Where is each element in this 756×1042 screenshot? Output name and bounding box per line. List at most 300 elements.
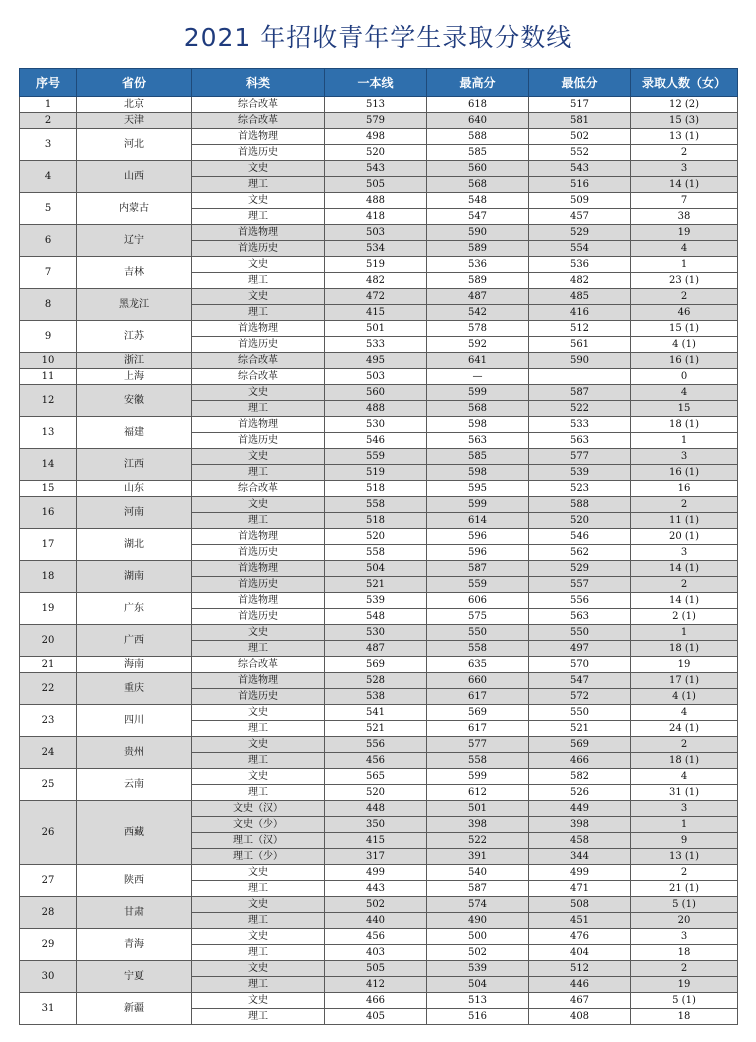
cell-max-score: 550 bbox=[427, 625, 529, 641]
table-row bbox=[20, 417, 738, 433]
cell-seq: 25 bbox=[20, 769, 77, 801]
cell-max-score: 568 bbox=[427, 177, 529, 193]
cell-admitted-count: 3 bbox=[631, 161, 738, 177]
cell-max-score: 575 bbox=[427, 609, 529, 625]
cell-category: 文史 bbox=[192, 497, 325, 513]
cell-seq: 24 bbox=[20, 737, 77, 769]
cell-max-score: 596 bbox=[427, 545, 529, 561]
cell-category: 理工 bbox=[192, 721, 325, 737]
cell-min-score: 404 bbox=[529, 945, 631, 961]
cell-max-score: 502 bbox=[427, 945, 529, 961]
cell-max-score: 522 bbox=[427, 833, 529, 849]
cell-min-score: 520 bbox=[529, 513, 631, 529]
table-row bbox=[20, 657, 738, 673]
cell-province: 天津 bbox=[77, 113, 192, 129]
cell-category: 理工 bbox=[192, 913, 325, 929]
cell-category: 首选历史 bbox=[192, 545, 325, 561]
cell-first-tier-line: 541 bbox=[325, 705, 427, 721]
cell-admitted-count: 4 (1) bbox=[631, 689, 738, 705]
table-row bbox=[20, 129, 738, 145]
cell-category: 文史 bbox=[192, 449, 325, 465]
cell-max-score: 589 bbox=[427, 241, 529, 257]
cell-category: 综合改革 bbox=[192, 657, 325, 673]
cell-first-tier-line: 498 bbox=[325, 129, 427, 145]
cell-province: 福建 bbox=[77, 417, 192, 449]
cell-max-score: 614 bbox=[427, 513, 529, 529]
cell-first-tier-line: 558 bbox=[325, 545, 427, 561]
cell-max-score: 635 bbox=[427, 657, 529, 673]
cell-province: 甘肃 bbox=[77, 897, 192, 929]
cell-category: 文史（汉） bbox=[192, 801, 325, 817]
cell-seq: 1 bbox=[20, 97, 77, 113]
cell-max-score: 577 bbox=[427, 737, 529, 753]
cell-min-score: 561 bbox=[529, 337, 631, 353]
cell-max-score: 490 bbox=[427, 913, 529, 929]
cell-province: 西藏 bbox=[77, 801, 192, 865]
cell-first-tier-line: 456 bbox=[325, 929, 427, 945]
cell-seq: 3 bbox=[20, 129, 77, 161]
cell-first-tier-line: 579 bbox=[325, 113, 427, 129]
cell-admitted-count: 0 bbox=[631, 369, 738, 385]
cell-category: 理工 bbox=[192, 945, 325, 961]
cell-max-score: 563 bbox=[427, 433, 529, 449]
cell-category: 文史 bbox=[192, 737, 325, 753]
cell-first-tier-line: 534 bbox=[325, 241, 427, 257]
cell-category: 理工 bbox=[192, 273, 325, 289]
header-province: 省份 bbox=[77, 69, 192, 97]
cell-max-score: 540 bbox=[427, 865, 529, 881]
cell-admitted-count: 18 (1) bbox=[631, 753, 738, 769]
cell-province: 山西 bbox=[77, 161, 192, 193]
cell-max-score: 585 bbox=[427, 449, 529, 465]
cell-min-score: 476 bbox=[529, 929, 631, 945]
cell-min-score: 408 bbox=[529, 1009, 631, 1025]
cell-seq: 17 bbox=[20, 529, 77, 561]
cell-admitted-count: 46 bbox=[631, 305, 738, 321]
cell-min-score: 587 bbox=[529, 385, 631, 401]
cell-min-score: 502 bbox=[529, 129, 631, 145]
cell-min-score: 533 bbox=[529, 417, 631, 433]
cell-category: 文史 bbox=[192, 193, 325, 209]
cell-first-tier-line: 443 bbox=[325, 881, 427, 897]
cell-min-score: 523 bbox=[529, 481, 631, 497]
cell-province: 新疆 bbox=[77, 993, 192, 1025]
cell-seq: 26 bbox=[20, 801, 77, 865]
table-row bbox=[20, 961, 738, 977]
cell-max-score: 598 bbox=[427, 417, 529, 433]
cell-first-tier-line: 504 bbox=[325, 561, 427, 577]
page-title: 2021 年招收青年学生录取分数线 bbox=[183, 23, 573, 52]
cell-max-score: 569 bbox=[427, 705, 529, 721]
cell-min-score: 344 bbox=[529, 849, 631, 865]
cell-category: 综合改革 bbox=[192, 97, 325, 113]
cell-first-tier-line: 482 bbox=[325, 273, 427, 289]
cell-admitted-count: 2 bbox=[631, 737, 738, 753]
cell-first-tier-line: 403 bbox=[325, 945, 427, 961]
cell-admitted-count: 2 bbox=[631, 497, 738, 513]
cell-admitted-count: 20 bbox=[631, 913, 738, 929]
cell-category: 首选物理 bbox=[192, 593, 325, 609]
cell-admitted-count: 2 bbox=[631, 865, 738, 881]
cell-max-score: 501 bbox=[427, 801, 529, 817]
cell-max-score: 606 bbox=[427, 593, 529, 609]
table-row bbox=[20, 897, 738, 913]
cell-admitted-count: 5 (1) bbox=[631, 897, 738, 913]
cell-first-tier-line: 519 bbox=[325, 465, 427, 481]
cell-admitted-count: 2 (1) bbox=[631, 609, 738, 625]
cell-first-tier-line: 528 bbox=[325, 673, 427, 689]
cell-max-score: 612 bbox=[427, 785, 529, 801]
cell-first-tier-line: 488 bbox=[325, 401, 427, 417]
cell-first-tier-line: 418 bbox=[325, 209, 427, 225]
cell-first-tier-line: 556 bbox=[325, 737, 427, 753]
cell-first-tier-line: 502 bbox=[325, 897, 427, 913]
cell-category: 理工 bbox=[192, 881, 325, 897]
cell-min-score: 590 bbox=[529, 353, 631, 369]
cell-min-score: 570 bbox=[529, 657, 631, 673]
cell-max-score: 574 bbox=[427, 897, 529, 913]
cell-seq: 27 bbox=[20, 865, 77, 897]
cell-max-score: 559 bbox=[427, 577, 529, 593]
cell-min-score: 543 bbox=[529, 161, 631, 177]
cell-seq: 23 bbox=[20, 705, 77, 737]
cell-min-score: 526 bbox=[529, 785, 631, 801]
cell-admitted-count: 4 bbox=[631, 769, 738, 785]
table-row bbox=[20, 561, 738, 577]
cell-province: 黑龙江 bbox=[77, 289, 192, 321]
cell-first-tier-line: 350 bbox=[325, 817, 427, 833]
cell-first-tier-line: 521 bbox=[325, 577, 427, 593]
cell-min-score: 581 bbox=[529, 113, 631, 129]
cell-category: 综合改革 bbox=[192, 113, 325, 129]
cell-admitted-count: 2 bbox=[631, 577, 738, 593]
cell-min-score: 457 bbox=[529, 209, 631, 225]
cell-admitted-count: 4 bbox=[631, 241, 738, 257]
header-max-score: 最高分 bbox=[427, 69, 529, 97]
cell-max-score: 599 bbox=[427, 497, 529, 513]
table-row bbox=[20, 705, 738, 721]
cell-min-score: 482 bbox=[529, 273, 631, 289]
cell-admitted-count: 4 bbox=[631, 385, 738, 401]
cell-first-tier-line: 548 bbox=[325, 609, 427, 625]
cell-max-score: 516 bbox=[427, 1009, 529, 1025]
cell-max-score: 547 bbox=[427, 209, 529, 225]
cell-first-tier-line: 520 bbox=[325, 145, 427, 161]
cell-admitted-count: 19 bbox=[631, 657, 738, 673]
cell-admitted-count: 19 bbox=[631, 977, 738, 993]
cell-admitted-count: 16 (1) bbox=[631, 353, 738, 369]
cell-province: 江西 bbox=[77, 449, 192, 481]
cell-seq: 28 bbox=[20, 897, 77, 929]
cell-province: 北京 bbox=[77, 97, 192, 113]
cell-first-tier-line: 456 bbox=[325, 753, 427, 769]
cell-category: 理工（汉） bbox=[192, 833, 325, 849]
cell-seq: 9 bbox=[20, 321, 77, 353]
cell-category: 理工 bbox=[192, 753, 325, 769]
cell-seq: 29 bbox=[20, 929, 77, 961]
cell-province: 重庆 bbox=[77, 673, 192, 705]
cell-category: 理工 bbox=[192, 177, 325, 193]
table-row bbox=[20, 625, 738, 641]
header-category: 科类 bbox=[192, 69, 325, 97]
cell-province: 湖南 bbox=[77, 561, 192, 593]
table-row bbox=[20, 673, 738, 689]
cell-first-tier-line: 520 bbox=[325, 529, 427, 545]
cell-first-tier-line: 569 bbox=[325, 657, 427, 673]
cell-admitted-count: 3 bbox=[631, 545, 738, 561]
cell-province: 内蒙古 bbox=[77, 193, 192, 225]
cell-seq: 20 bbox=[20, 625, 77, 657]
table-header-row bbox=[20, 69, 738, 97]
cell-admitted-count: 7 bbox=[631, 193, 738, 209]
cell-first-tier-line: 539 bbox=[325, 593, 427, 609]
cell-seq: 31 bbox=[20, 993, 77, 1025]
cell-seq: 16 bbox=[20, 497, 77, 529]
cell-max-score: 487 bbox=[427, 289, 529, 305]
cell-min-score: 446 bbox=[529, 977, 631, 993]
cell-admitted-count: 3 bbox=[631, 801, 738, 817]
cell-min-score: 552 bbox=[529, 145, 631, 161]
cell-min-score: 563 bbox=[529, 433, 631, 449]
cell-seq: 18 bbox=[20, 561, 77, 593]
admission-score-table bbox=[19, 68, 738, 1025]
cell-max-score: 558 bbox=[427, 641, 529, 657]
cell-category: 综合改革 bbox=[192, 481, 325, 497]
cell-admitted-count: 11 (1) bbox=[631, 513, 738, 529]
cell-province: 浙江 bbox=[77, 353, 192, 369]
cell-province: 云南 bbox=[77, 769, 192, 801]
cell-admitted-count: 2 bbox=[631, 961, 738, 977]
cell-first-tier-line: 519 bbox=[325, 257, 427, 273]
cell-first-tier-line: 538 bbox=[325, 689, 427, 705]
cell-province: 青海 bbox=[77, 929, 192, 961]
cell-category: 文史 bbox=[192, 385, 325, 401]
cell-first-tier-line: 505 bbox=[325, 961, 427, 977]
cell-category: 理工 bbox=[192, 977, 325, 993]
cell-admitted-count: 2 bbox=[631, 289, 738, 305]
cell-max-score: 599 bbox=[427, 385, 529, 401]
cell-category: 文史 bbox=[192, 625, 325, 641]
cell-first-tier-line: 543 bbox=[325, 161, 427, 177]
cell-min-score: 512 bbox=[529, 321, 631, 337]
table-row bbox=[20, 593, 738, 609]
cell-admitted-count: 1 bbox=[631, 817, 738, 833]
cell-category: 理工 bbox=[192, 465, 325, 481]
cell-province: 河北 bbox=[77, 129, 192, 161]
cell-max-score: 536 bbox=[427, 257, 529, 273]
cell-category: 首选历史 bbox=[192, 689, 325, 705]
cell-first-tier-line: 518 bbox=[325, 481, 427, 497]
table-body bbox=[20, 97, 738, 1025]
cell-min-score: 416 bbox=[529, 305, 631, 321]
cell-max-score: 599 bbox=[427, 769, 529, 785]
cell-max-score: 617 bbox=[427, 689, 529, 705]
cell-first-tier-line: 560 bbox=[325, 385, 427, 401]
cell-category: 首选物理 bbox=[192, 417, 325, 433]
cell-max-score: 391 bbox=[427, 849, 529, 865]
cell-province: 四川 bbox=[77, 705, 192, 737]
cell-admitted-count: 16 bbox=[631, 481, 738, 497]
cell-province: 广东 bbox=[77, 593, 192, 625]
cell-category: 首选历史 bbox=[192, 337, 325, 353]
table-row bbox=[20, 161, 738, 177]
cell-admitted-count: 14 (1) bbox=[631, 593, 738, 609]
cell-first-tier-line: 513 bbox=[325, 97, 427, 113]
cell-category: 首选历史 bbox=[192, 433, 325, 449]
cell-min-score: 517 bbox=[529, 97, 631, 113]
cell-max-score: 640 bbox=[427, 113, 529, 129]
cell-max-score: 660 bbox=[427, 673, 529, 689]
cell-seq: 4 bbox=[20, 161, 77, 193]
cell-min-score: 539 bbox=[529, 465, 631, 481]
cell-seq: 10 bbox=[20, 353, 77, 369]
table-row bbox=[20, 801, 738, 817]
cell-seq: 13 bbox=[20, 417, 77, 449]
table-row bbox=[20, 929, 738, 945]
cell-admitted-count: 4 bbox=[631, 705, 738, 721]
table-row bbox=[20, 737, 738, 753]
cell-seq: 2 bbox=[20, 113, 77, 129]
cell-first-tier-line: 558 bbox=[325, 497, 427, 513]
cell-min-score: 485 bbox=[529, 289, 631, 305]
cell-category: 文史 bbox=[192, 961, 325, 977]
header-admitted-count: 录取人数（女） bbox=[631, 69, 738, 97]
cell-min-score: 451 bbox=[529, 913, 631, 929]
cell-admitted-count: 17 (1) bbox=[631, 673, 738, 689]
cell-province: 广西 bbox=[77, 625, 192, 657]
table-row bbox=[20, 865, 738, 881]
cell-category: 首选物理 bbox=[192, 129, 325, 145]
cell-first-tier-line: 472 bbox=[325, 289, 427, 305]
cell-category: 理工 bbox=[192, 209, 325, 225]
cell-first-tier-line: 505 bbox=[325, 177, 427, 193]
cell-max-score: 589 bbox=[427, 273, 529, 289]
cell-min-score: 508 bbox=[529, 897, 631, 913]
cell-min-score: 512 bbox=[529, 961, 631, 977]
cell-min-score: 557 bbox=[529, 577, 631, 593]
cell-seq: 21 bbox=[20, 657, 77, 673]
cell-max-score: 500 bbox=[427, 929, 529, 945]
cell-first-tier-line: 546 bbox=[325, 433, 427, 449]
cell-admitted-count: 1 bbox=[631, 433, 738, 449]
cell-category: 理工 bbox=[192, 785, 325, 801]
cell-seq: 6 bbox=[20, 225, 77, 257]
cell-admitted-count: 1 bbox=[631, 257, 738, 273]
cell-min-score: 536 bbox=[529, 257, 631, 273]
cell-first-tier-line: 440 bbox=[325, 913, 427, 929]
cell-min-score: 516 bbox=[529, 177, 631, 193]
cell-admitted-count: 18 (1) bbox=[631, 417, 738, 433]
cell-admitted-count: 15 (1) bbox=[631, 321, 738, 337]
cell-category: 首选物理 bbox=[192, 561, 325, 577]
cell-min-score: 467 bbox=[529, 993, 631, 1009]
cell-admitted-count: 4 (1) bbox=[631, 337, 738, 353]
cell-admitted-count: 18 (1) bbox=[631, 641, 738, 657]
cell-min-score: 529 bbox=[529, 225, 631, 241]
cell-min-score: 569 bbox=[529, 737, 631, 753]
table-row bbox=[20, 449, 738, 465]
cell-max-score: 548 bbox=[427, 193, 529, 209]
cell-seq: 8 bbox=[20, 289, 77, 321]
table-row bbox=[20, 353, 738, 369]
cell-min-score: 509 bbox=[529, 193, 631, 209]
cell-province: 上海 bbox=[77, 369, 192, 385]
cell-first-tier-line: 503 bbox=[325, 225, 427, 241]
cell-min-score: 521 bbox=[529, 721, 631, 737]
cell-category: 首选物理 bbox=[192, 225, 325, 241]
cell-province: 陕西 bbox=[77, 865, 192, 897]
cell-max-score: 560 bbox=[427, 161, 529, 177]
cell-category: 理工 bbox=[192, 1009, 325, 1025]
cell-max-score: 641 bbox=[427, 353, 529, 369]
cell-seq: 19 bbox=[20, 593, 77, 625]
table-row bbox=[20, 769, 738, 785]
cell-admitted-count: 20 (1) bbox=[631, 529, 738, 545]
cell-max-score: 398 bbox=[427, 817, 529, 833]
cell-min-score: 563 bbox=[529, 609, 631, 625]
cell-first-tier-line: 488 bbox=[325, 193, 427, 209]
cell-min-score: 497 bbox=[529, 641, 631, 657]
cell-max-score: 618 bbox=[427, 97, 529, 113]
cell-admitted-count: 16 (1) bbox=[631, 465, 738, 481]
cell-max-score: 578 bbox=[427, 321, 529, 337]
cell-max-score: 587 bbox=[427, 881, 529, 897]
cell-category: 文史 bbox=[192, 993, 325, 1009]
cell-max-score: 587 bbox=[427, 561, 529, 577]
cell-first-tier-line: 499 bbox=[325, 865, 427, 881]
cell-first-tier-line: 448 bbox=[325, 801, 427, 817]
cell-first-tier-line: 503 bbox=[325, 369, 427, 385]
cell-min-score: 458 bbox=[529, 833, 631, 849]
cell-category: 首选历史 bbox=[192, 577, 325, 593]
cell-admitted-count: 12 (2) bbox=[631, 97, 738, 113]
cell-province: 河南 bbox=[77, 497, 192, 529]
cell-seq: 22 bbox=[20, 673, 77, 705]
cell-max-score: 539 bbox=[427, 961, 529, 977]
cell-min-score: 550 bbox=[529, 625, 631, 641]
header-first-tier-line: 一本线 bbox=[325, 69, 427, 97]
cell-admitted-count: 18 bbox=[631, 1009, 738, 1025]
table-row bbox=[20, 225, 738, 241]
cell-first-tier-line: 533 bbox=[325, 337, 427, 353]
cell-min-score: 547 bbox=[529, 673, 631, 689]
cell-min-score: 499 bbox=[529, 865, 631, 881]
cell-max-score: 617 bbox=[427, 721, 529, 737]
table-row bbox=[20, 529, 738, 545]
cell-category: 理工（少） bbox=[192, 849, 325, 865]
cell-min-score: 582 bbox=[529, 769, 631, 785]
cell-first-tier-line: 521 bbox=[325, 721, 427, 737]
cell-max-score: 598 bbox=[427, 465, 529, 481]
table-row bbox=[20, 321, 738, 337]
cell-admitted-count: 23 (1) bbox=[631, 273, 738, 289]
cell-province: 吉林 bbox=[77, 257, 192, 289]
cell-seq: 14 bbox=[20, 449, 77, 481]
cell-min-score: 572 bbox=[529, 689, 631, 705]
cell-admitted-count: 15 (3) bbox=[631, 113, 738, 129]
cell-max-score: 592 bbox=[427, 337, 529, 353]
cell-admitted-count: 2 bbox=[631, 145, 738, 161]
cell-min-score: 554 bbox=[529, 241, 631, 257]
cell-admitted-count: 15 bbox=[631, 401, 738, 417]
cell-admitted-count: 19 bbox=[631, 225, 738, 241]
cell-category: 首选物理 bbox=[192, 673, 325, 689]
cell-first-tier-line: 530 bbox=[325, 625, 427, 641]
cell-seq: 7 bbox=[20, 257, 77, 289]
table-row bbox=[20, 113, 738, 129]
cell-max-score: 504 bbox=[427, 977, 529, 993]
cell-min-score: 466 bbox=[529, 753, 631, 769]
